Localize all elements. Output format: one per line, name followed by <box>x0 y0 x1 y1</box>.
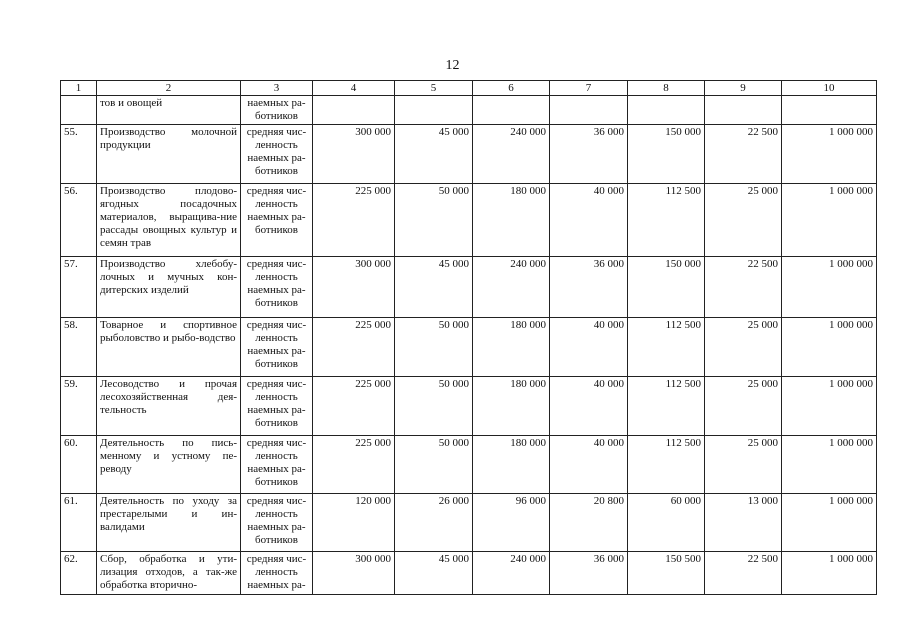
value-cell: 50 000 <box>395 377 473 436</box>
row-number: 59. <box>61 377 97 436</box>
column-header: 2 <box>97 81 241 96</box>
row-number: 56. <box>61 184 97 257</box>
unit-cell: средняя чис- ленность наемных ра- <box>241 552 313 595</box>
value-cell <box>395 96 473 125</box>
value-cell: 1 000 000 <box>782 125 877 184</box>
value-cell: 25 000 <box>705 377 782 436</box>
value-cell: 1 000 000 <box>782 184 877 257</box>
value-cell: 40 000 <box>550 436 628 494</box>
value-cell: 150 000 <box>628 257 705 318</box>
value-cell: 22 500 <box>705 552 782 595</box>
value-cell: 50 000 <box>395 436 473 494</box>
activity-name: Производство хлебобу-лочных и мучных кон-дитерских изделий <box>97 257 241 318</box>
row-number: 62. <box>61 552 97 595</box>
value-cell: 45 000 <box>395 257 473 318</box>
table-row <box>61 377 877 436</box>
value-cell: 225 000 <box>313 377 395 436</box>
unit-cell: средняя чис- ленность наемных ра- ботников <box>241 377 313 436</box>
activity-name: Производство молочной продукции <box>97 125 241 184</box>
value-cell <box>550 96 628 125</box>
value-cell: 1 000 000 <box>782 436 877 494</box>
value-cell: 112 500 <box>628 318 705 377</box>
value-cell: 180 000 <box>473 436 550 494</box>
value-cell <box>473 96 550 125</box>
value-cell: 40 000 <box>550 184 628 257</box>
table-row-continuation <box>61 96 877 125</box>
column-header: 4 <box>313 81 395 96</box>
page-number: 12 <box>445 58 460 73</box>
activity-name: Сбор, обработка и ути-лизация отходов, а так-же обработка вторично- <box>97 552 241 595</box>
value-cell: 36 000 <box>550 125 628 184</box>
column-header: 5 <box>395 81 473 96</box>
value-cell: 1 000 000 <box>782 494 877 552</box>
value-cell: 13 000 <box>705 494 782 552</box>
value-cell: 225 000 <box>313 184 395 257</box>
row-number: 58. <box>61 318 97 377</box>
value-cell: 45 000 <box>395 552 473 595</box>
value-cell: 240 000 <box>473 257 550 318</box>
value-cell: 300 000 <box>313 125 395 184</box>
value-cell: 225 000 <box>313 436 395 494</box>
column-header: 9 <box>705 81 782 96</box>
value-cell: 1 000 000 <box>782 318 877 377</box>
value-cell: 1 000 000 <box>782 257 877 318</box>
table-row <box>61 436 877 494</box>
value-cell: 120 000 <box>313 494 395 552</box>
value-cell: 60 000 <box>628 494 705 552</box>
table-row <box>61 125 877 184</box>
value-cell: 36 000 <box>550 552 628 595</box>
activity-name: Производство плодово-ягодных посадочных материалов, выращива-ние рассады овощных культур и семян трав <box>97 184 241 257</box>
value-cell: 40 000 <box>550 318 628 377</box>
column-header: 10 <box>782 81 877 96</box>
activity-name: Деятельность по пись-менному и устному пе-реводу <box>97 436 241 494</box>
table-row <box>61 552 877 595</box>
value-cell: 22 500 <box>705 125 782 184</box>
unit-cell: средняя чис- ленность наемных ра- ботников <box>241 257 313 318</box>
table-row <box>61 257 877 318</box>
value-cell: 180 000 <box>473 318 550 377</box>
value-cell <box>782 96 877 125</box>
row-number: 61. <box>61 494 97 552</box>
value-cell <box>628 96 705 125</box>
value-cell: 112 500 <box>628 436 705 494</box>
table-row <box>61 318 877 377</box>
row-number: 60. <box>61 436 97 494</box>
value-cell: 180 000 <box>473 377 550 436</box>
table-row <box>61 494 877 552</box>
unit-cell: средняя чис- ленность наемных ра- ботников <box>241 125 313 184</box>
value-cell: 225 000 <box>313 318 395 377</box>
value-cell: 96 000 <box>473 494 550 552</box>
value-cell: 45 000 <box>395 125 473 184</box>
value-cell: 300 000 <box>313 257 395 318</box>
data-table <box>60 80 877 595</box>
column-header: 3 <box>241 81 313 96</box>
value-cell: 50 000 <box>395 184 473 257</box>
value-cell: 1 000 000 <box>782 552 877 595</box>
activity-name: тов и овощей <box>97 96 241 125</box>
header-row <box>61 81 877 96</box>
value-cell: 25 000 <box>705 318 782 377</box>
value-cell: 26 000 <box>395 494 473 552</box>
value-cell: 22 500 <box>705 257 782 318</box>
value-cell: 300 000 <box>313 552 395 595</box>
activity-name: Деятельность по уходу за престарелыми и ин-валидами <box>97 494 241 552</box>
value-cell <box>705 96 782 125</box>
value-cell: 50 000 <box>395 318 473 377</box>
row-number: 57. <box>61 257 97 318</box>
table-row <box>61 184 877 257</box>
value-cell <box>313 96 395 125</box>
unit-cell: средняя чис- ленность наемных ра- ботников <box>241 436 313 494</box>
value-cell: 112 500 <box>628 377 705 436</box>
value-cell: 36 000 <box>550 257 628 318</box>
column-header: 8 <box>628 81 705 96</box>
unit-cell: средняя чис- ленность наемных ра- ботников <box>241 318 313 377</box>
activity-name: Товарное и спортивное рыболовство и рыбо-водство <box>97 318 241 377</box>
unit-cell: средняя чис- ленность наемных ра- ботников <box>241 184 313 257</box>
value-cell: 150 500 <box>628 552 705 595</box>
value-cell: 1 000 000 <box>782 377 877 436</box>
value-cell: 150 000 <box>628 125 705 184</box>
value-cell: 112 500 <box>628 184 705 257</box>
unit-cell: средняя чис- ленность наемных ра- ботников <box>241 494 313 552</box>
value-cell: 240 000 <box>473 125 550 184</box>
value-cell: 180 000 <box>473 184 550 257</box>
activity-name: Лесоводство и прочая лесохозяйственная дея-тельность <box>97 377 241 436</box>
unit-cell: наемных ра- ботников <box>241 96 313 125</box>
value-cell: 240 000 <box>473 552 550 595</box>
column-header: 6 <box>473 81 550 96</box>
value-cell: 25 000 <box>705 436 782 494</box>
value-cell: 20 800 <box>550 494 628 552</box>
row-number <box>61 96 97 125</box>
value-cell: 40 000 <box>550 377 628 436</box>
value-cell: 25 000 <box>705 184 782 257</box>
row-number: 55. <box>61 125 97 184</box>
column-header: 7 <box>550 81 628 96</box>
column-header: 1 <box>61 81 97 96</box>
